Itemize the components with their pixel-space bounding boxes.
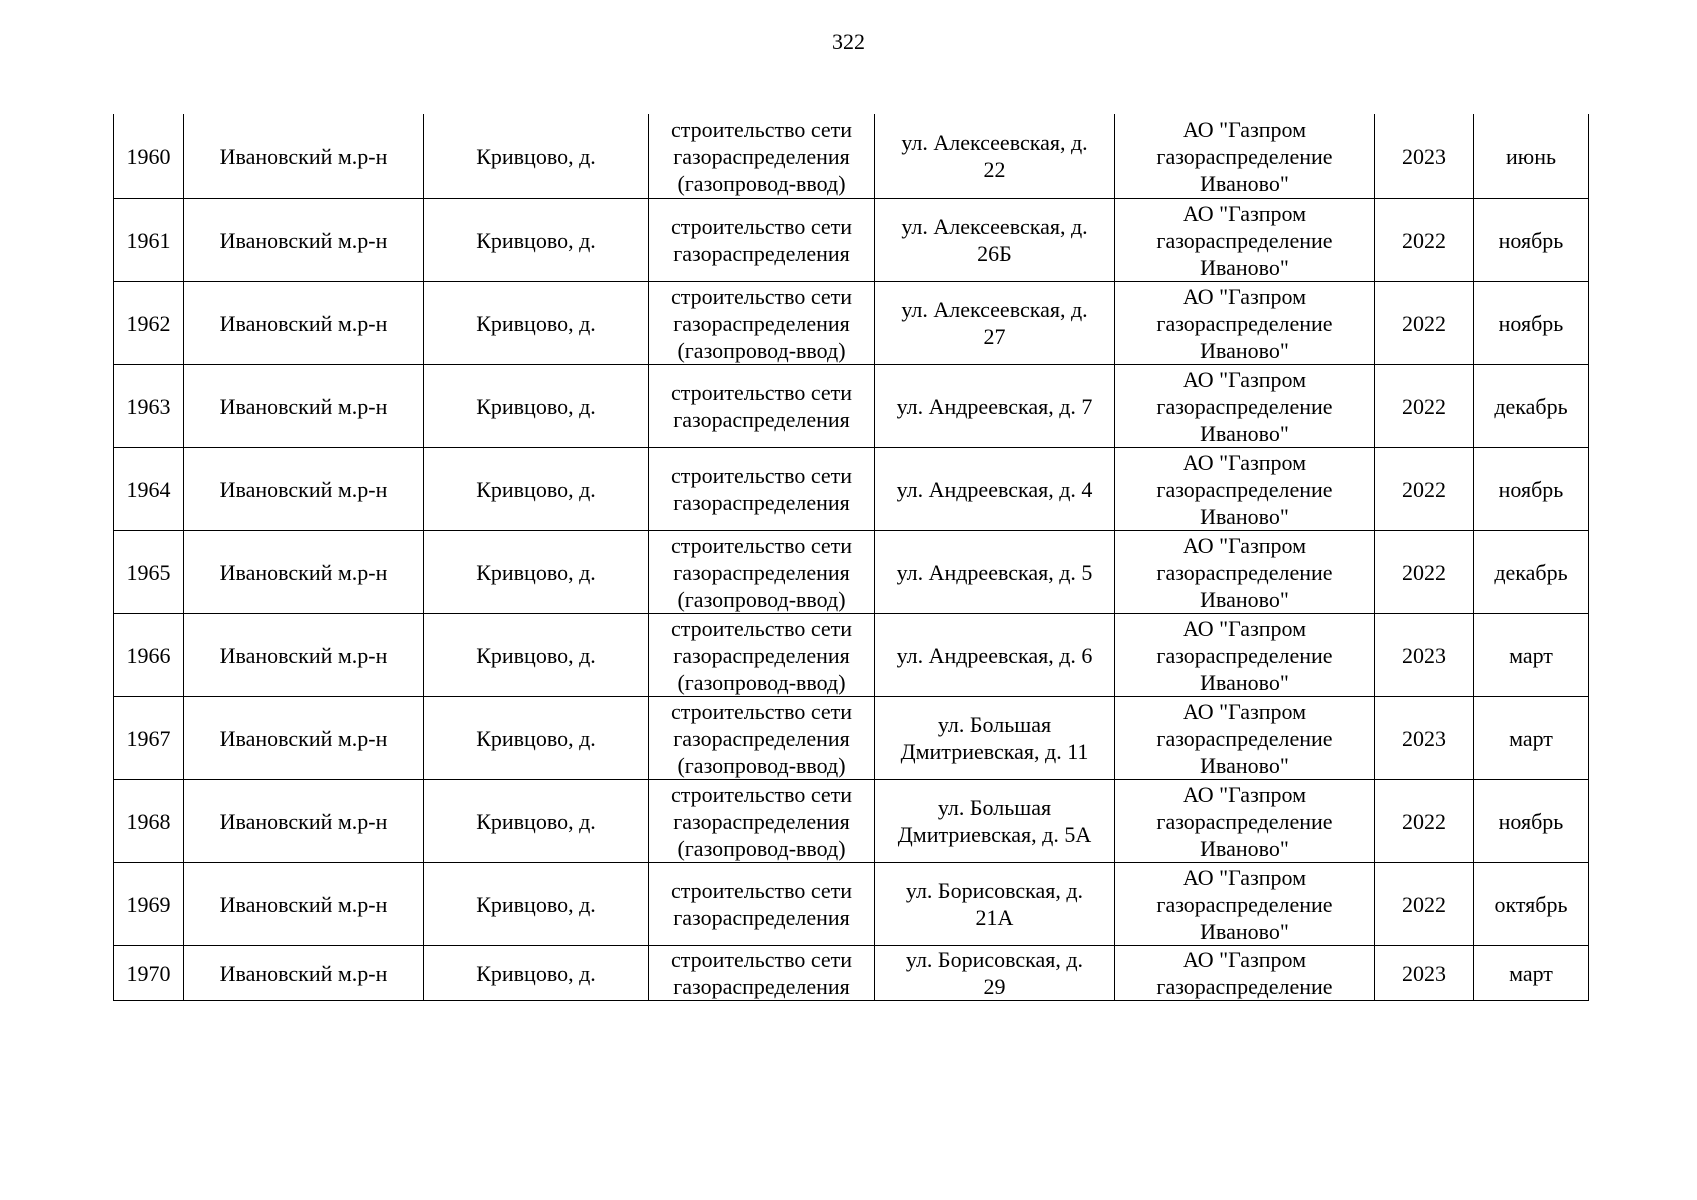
address-cell [875, 282, 1115, 365]
row-number-cell-text: 1965 [126, 559, 171, 585]
work-type-cell-text: строительство сети газораспределения [670, 214, 853, 266]
row-number-cell-text: 1969 [126, 891, 171, 917]
row-number-cell-text: 1968 [126, 808, 171, 834]
table-row [114, 531, 1589, 614]
work-type-cell-text: строительство сети газораспределения (газопровод-ввод) [670, 698, 853, 778]
address-cell [875, 614, 1115, 697]
work-type-cell-text: строительство сети газораспределения (газопровод-ввод) [670, 532, 853, 612]
organization-cell-text: АО "Газпром газораспределение [1156, 947, 1333, 999]
address-cell-text: ул. Андреевская, д. 7 [896, 393, 1093, 419]
table-row [114, 697, 1589, 780]
gasification-table [113, 114, 1589, 1001]
work-type-cell-text: строительство сети газораспределения [670, 463, 853, 515]
settlement-cell-text: Кривцово, д. [476, 725, 596, 751]
table-row [114, 114, 1589, 199]
row-number-cell-text: 1964 [126, 476, 171, 502]
row-number-cell-text: 1966 [126, 642, 171, 668]
work-type-cell-text: строительство сети газораспределения (газопровод-ввод) [670, 283, 853, 363]
address-cell-text: ул. Алексеевская, д. 22 [901, 130, 1088, 182]
settlement-cell [424, 199, 649, 282]
settlement-cell [424, 531, 649, 614]
page-number: 322 [832, 29, 865, 54]
table-row [114, 863, 1589, 946]
district-cell-text: Ивановский м.р-н [219, 725, 388, 751]
year-cell-text: 2023 [1402, 725, 1446, 751]
settlement-cell-text: Кривцово, д. [476, 476, 596, 502]
work-type-cell [649, 199, 875, 282]
organization-cell [1115, 697, 1375, 780]
month-cell [1474, 863, 1589, 946]
work-type-cell-text: строительство сети газораспределения (газопровод-ввод) [670, 781, 853, 861]
organization-cell [1115, 114, 1375, 199]
organization-cell-text: АО "Газпром газораспределение Иваново" [1156, 283, 1333, 363]
row-number-cell-text: 1962 [126, 310, 171, 336]
row-number-cell [114, 365, 184, 448]
month-cell [1474, 114, 1589, 199]
settlement-cell-text: Кривцово, д. [476, 143, 596, 169]
district-cell [184, 282, 424, 365]
row-number-cell-text: 1970 [126, 960, 171, 986]
year-cell [1375, 365, 1474, 448]
month-cell [1474, 365, 1589, 448]
address-cell [875, 365, 1115, 448]
address-cell [875, 448, 1115, 531]
month-cell-text: ноябрь [1498, 476, 1564, 502]
organization-cell [1115, 448, 1375, 531]
address-cell-text: ул. Борисовская, д. 29 [905, 947, 1084, 999]
row-number-cell [114, 946, 184, 1001]
work-type-cell-text: строительство сети газораспределения (газопровод-ввод) [670, 615, 853, 695]
work-type-cell [649, 114, 875, 199]
settlement-cell [424, 780, 649, 863]
district-cell [184, 365, 424, 448]
row-number-cell-text: 1961 [126, 227, 171, 253]
address-cell [875, 199, 1115, 282]
year-cell [1375, 863, 1474, 946]
month-cell [1474, 614, 1589, 697]
address-cell [875, 863, 1115, 946]
address-cell [875, 697, 1115, 780]
settlement-cell [424, 365, 649, 448]
year-cell [1375, 614, 1474, 697]
address-cell-text: ул. Андреевская, д. 6 [896, 642, 1093, 668]
settlement-cell-text: Кривцово, д. [476, 559, 596, 585]
district-cell-text: Ивановский м.р-н [219, 227, 388, 253]
district-cell-text: Ивановский м.р-н [219, 143, 388, 169]
settlement-cell-text: Кривцово, д. [476, 808, 596, 834]
year-cell-text: 2022 [1402, 310, 1446, 336]
table-body [114, 114, 1589, 1001]
organization-cell-text: АО "Газпром газораспределение Иваново" [1156, 449, 1333, 529]
district-cell-text: Ивановский м.р-н [219, 808, 388, 834]
year-cell [1375, 531, 1474, 614]
year-cell-text: 2022 [1402, 891, 1446, 917]
settlement-cell [424, 697, 649, 780]
organization-cell [1115, 614, 1375, 697]
month-cell [1474, 531, 1589, 614]
month-cell [1474, 697, 1589, 780]
organization-cell [1115, 780, 1375, 863]
work-type-cell [649, 531, 875, 614]
district-cell [184, 448, 424, 531]
year-cell [1375, 199, 1474, 282]
district-cell [184, 614, 424, 697]
work-type-cell [649, 697, 875, 780]
organization-cell-text: АО "Газпром газораспределение Иваново" [1156, 116, 1333, 196]
work-type-cell-text: строительство сети газораспределения [670, 380, 853, 432]
settlement-cell-text: Кривцово, д. [476, 310, 596, 336]
year-cell [1375, 780, 1474, 863]
work-type-cell [649, 365, 875, 448]
settlement-cell-text: Кривцово, д. [476, 227, 596, 253]
address-cell-text: ул. Алексеевская, д. 27 [901, 297, 1088, 349]
settlement-cell [424, 282, 649, 365]
address-cell [875, 780, 1115, 863]
district-cell [184, 531, 424, 614]
district-cell [184, 946, 424, 1001]
settlement-cell-text: Кривцово, д. [476, 642, 596, 668]
work-type-cell [649, 863, 875, 946]
table-row [114, 946, 1589, 1001]
address-cell [875, 946, 1115, 1001]
settlement-cell [424, 114, 649, 199]
organization-cell [1115, 946, 1375, 1001]
table-row [114, 614, 1589, 697]
year-cell [1375, 946, 1474, 1001]
year-cell-text: 2022 [1402, 393, 1446, 419]
table-row [114, 282, 1589, 365]
year-cell [1375, 448, 1474, 531]
year-cell-text: 2022 [1402, 808, 1446, 834]
organization-cell [1115, 863, 1375, 946]
work-type-cell-text: строительство сети газораспределения [670, 878, 853, 930]
row-number-cell [114, 863, 184, 946]
row-number-cell [114, 114, 184, 199]
month-cell-text: ноябрь [1498, 808, 1564, 834]
organization-cell-text: АО "Газпром газораспределение Иваново" [1156, 366, 1333, 446]
address-cell-text: ул. Алексеевская, д. 26Б [901, 214, 1088, 266]
row-number-cell-text: 1960 [126, 143, 171, 169]
year-cell-text: 2023 [1402, 960, 1446, 986]
year-cell [1375, 114, 1474, 199]
district-cell [184, 199, 424, 282]
month-cell-text: ноябрь [1498, 310, 1564, 336]
district-cell-text: Ивановский м.р-н [219, 642, 388, 668]
month-cell [1474, 199, 1589, 282]
row-number-cell-text: 1967 [126, 725, 171, 751]
address-cell-text: ул. Большая Дмитриевская, д. 11 [900, 712, 1089, 764]
month-cell [1474, 780, 1589, 863]
table-row [114, 448, 1589, 531]
district-cell [184, 697, 424, 780]
settlement-cell-text: Кривцово, д. [476, 891, 596, 917]
year-cell-text: 2022 [1402, 476, 1446, 502]
month-cell-text: март [1509, 960, 1553, 986]
district-cell [184, 780, 424, 863]
district-cell-text: Ивановский м.р-н [219, 310, 388, 336]
work-type-cell [649, 614, 875, 697]
organization-cell [1115, 199, 1375, 282]
row-number-cell [114, 697, 184, 780]
row-number-cell [114, 780, 184, 863]
district-cell-text: Ивановский м.р-н [219, 476, 388, 502]
work-type-cell-text: строительство сети газораспределения (газопровод-ввод) [670, 116, 853, 196]
work-type-cell-text: строительство сети газораспределения [670, 947, 853, 999]
district-cell-text: Ивановский м.р-н [219, 393, 388, 419]
district-cell-text: Ивановский м.р-н [219, 891, 388, 917]
work-type-cell [649, 780, 875, 863]
district-cell [184, 863, 424, 946]
organization-cell [1115, 531, 1375, 614]
month-cell-text: ноябрь [1498, 227, 1564, 253]
organization-cell [1115, 282, 1375, 365]
organization-cell-text: АО "Газпром газораспределение Иваново" [1156, 615, 1333, 695]
address-cell [875, 531, 1115, 614]
month-cell-text: март [1509, 725, 1553, 751]
month-cell-text: декабрь [1494, 559, 1568, 585]
organization-cell-text: АО "Газпром газораспределение Иваново" [1156, 698, 1333, 778]
year-cell-text: 2023 [1402, 642, 1446, 668]
work-type-cell [649, 282, 875, 365]
district-cell-text: Ивановский м.р-н [219, 960, 388, 986]
settlement-cell [424, 863, 649, 946]
address-cell [875, 114, 1115, 199]
settlement-cell-text: Кривцово, д. [476, 393, 596, 419]
row-number-cell [114, 614, 184, 697]
settlement-cell-text: Кривцово, д. [476, 960, 596, 986]
address-cell-text: ул. Андреевская, д. 5 [896, 559, 1093, 585]
month-cell-text: март [1509, 642, 1553, 668]
organization-cell [1115, 365, 1375, 448]
year-cell-text: 2022 [1402, 559, 1446, 585]
row-number-cell-text: 1963 [126, 393, 171, 419]
settlement-cell [424, 448, 649, 531]
work-type-cell [649, 946, 875, 1001]
organization-cell-text: АО "Газпром газораспределение Иваново" [1156, 781, 1333, 861]
year-cell-text: 2023 [1402, 143, 1446, 169]
row-number-cell [114, 448, 184, 531]
table-row [114, 780, 1589, 863]
month-cell-text: июнь [1505, 143, 1556, 169]
district-cell-text: Ивановский м.р-н [219, 559, 388, 585]
table-row [114, 199, 1589, 282]
address-cell-text: ул. Борисовская, д. 21А [905, 878, 1084, 930]
address-cell-text: ул. Андреевская, д. 4 [896, 476, 1093, 502]
row-number-cell [114, 199, 184, 282]
month-cell [1474, 282, 1589, 365]
address-cell-text: ул. Большая Дмитриевская, д. 5А [897, 795, 1092, 847]
settlement-cell [424, 946, 649, 1001]
month-cell [1474, 448, 1589, 531]
table-row [114, 365, 1589, 448]
organization-cell-text: АО "Газпром газораспределение Иваново" [1156, 200, 1333, 280]
row-number-cell [114, 282, 184, 365]
organization-cell-text: АО "Газпром газораспределение Иваново" [1156, 864, 1333, 944]
year-cell [1375, 697, 1474, 780]
month-cell [1474, 946, 1589, 1001]
year-cell-text: 2022 [1402, 227, 1446, 253]
year-cell [1375, 282, 1474, 365]
row-number-cell [114, 531, 184, 614]
settlement-cell [424, 614, 649, 697]
month-cell-text: октябрь [1494, 891, 1568, 917]
work-type-cell [649, 448, 875, 531]
district-cell [184, 114, 424, 199]
organization-cell-text: АО "Газпром газораспределение Иваново" [1156, 532, 1333, 612]
month-cell-text: декабрь [1494, 393, 1568, 419]
